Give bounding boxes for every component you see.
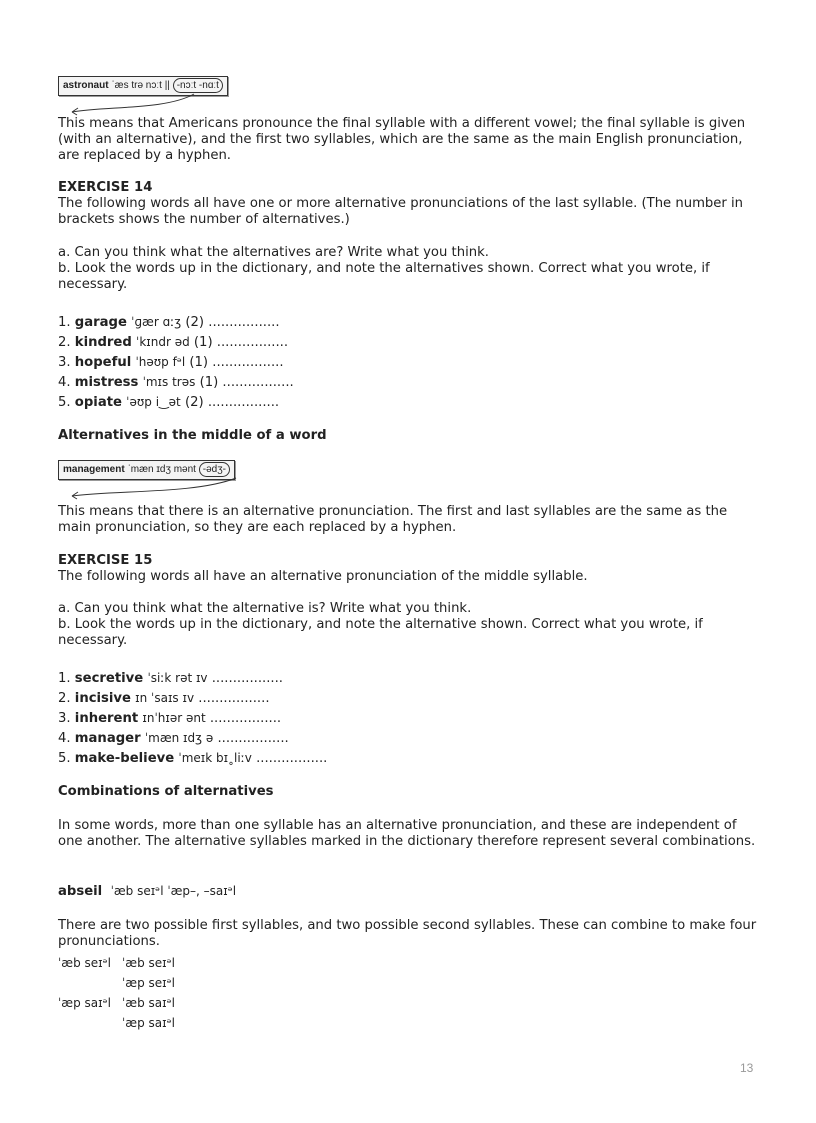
exercise-14-intro: The following words all have one or more alternative pronunciations of the last syllable. (The number in brackets shows the number of alternatives.) bbox=[58, 196, 744, 227]
exercise-15-title: EXERCISE 15 bbox=[58, 553, 153, 568]
exercise-15-item-2: 2. incisive ɪn ˈsaɪs ɪv ................. bbox=[58, 691, 270, 706]
item-blank: ................. bbox=[256, 751, 328, 766]
item-word: inherent bbox=[74, 711, 139, 726]
item-word: incisive bbox=[74, 691, 131, 706]
item-word: secretive bbox=[74, 671, 144, 686]
section-title-combinations: Combinations of alternatives bbox=[58, 784, 274, 799]
explanation-paragraph-2: This means that there is an alternative pronunciation. The first and last syllables are the same as the main pronunciation, so they are each replaced by a hyphen. bbox=[58, 504, 728, 535]
exercise-15-item-5: 5. make-believe ˈmeɪk bɪ˳liːv ................. bbox=[58, 751, 328, 766]
exercise-14-item-3: 3. hopeful ˈhəʊp fᵊl (1) ................. bbox=[58, 355, 284, 370]
pointer-arrow-icon bbox=[66, 92, 206, 118]
exercise-15-instruction-a: a. Can you think what the alternative is? Write what you think. bbox=[58, 601, 472, 616]
exercise-15-instruction-b: b. Look the words up in the dictionary, and note the alternative shown. Correct what you wrote, if necessary. bbox=[58, 617, 703, 648]
figure-ipa-alt-a: -nɔːt bbox=[176, 80, 197, 91]
figure-headword: management bbox=[63, 464, 125, 475]
exercise-15-item-4: 4. manager ˈmæn ɪdʒ ə ................. bbox=[58, 731, 289, 746]
item-blank: ................. bbox=[209, 711, 282, 726]
exercise-14-title: EXERCISE 14 bbox=[58, 180, 153, 195]
item-word: hopeful bbox=[74, 355, 132, 370]
item-ipa: ˈmæn ɪdʒ ə bbox=[144, 731, 214, 745]
figure-alternative-oval bbox=[173, 78, 223, 93]
item-blank: (1) ................. bbox=[193, 335, 289, 350]
exercise-15-intro: The following words all have an alternative pronunciation of the middle syllable. bbox=[58, 569, 588, 584]
item-blank: ................. bbox=[217, 731, 289, 746]
figure-ipa-main: ˈmæn ɪdʒ mənt bbox=[127, 464, 196, 475]
item-word: kindred bbox=[74, 335, 132, 350]
abseil-headword: abseil bbox=[58, 884, 103, 899]
item-word: make-believe bbox=[74, 751, 175, 766]
item-blank: ................. bbox=[211, 671, 283, 686]
page-number: 13 bbox=[740, 1061, 754, 1075]
figure-headword: astronaut bbox=[63, 80, 109, 91]
exercise-14-item-5: 5. opiate ˈəʊp i‿ət (2) ................. bbox=[58, 395, 280, 410]
abseil-entry bbox=[58, 883, 764, 900]
exercise-14-instruction-b: b. Look the words up in the dictionary, and note the alternatives shown. Correct what you wrote, if necessary. bbox=[58, 261, 710, 292]
exercise-15-item-3: 3. inherent ɪnˈhɪər ənt ................. bbox=[58, 711, 282, 726]
item-ipa: ˈsiːk rət ɪv bbox=[147, 671, 208, 685]
item-ipa: ɪn ˈsaɪs ɪv bbox=[135, 691, 195, 705]
item-word: manager bbox=[74, 731, 141, 746]
item-word: garage bbox=[74, 315, 127, 330]
exercise-14-item-4: 4. mistress ˈmɪs trəs (1) ................. bbox=[58, 375, 294, 390]
pointer-arrow-icon bbox=[66, 476, 246, 502]
item-blank: (2) ................. bbox=[184, 395, 280, 410]
item-blank: ................. bbox=[198, 691, 270, 706]
section-title-middle: Alternatives in the middle of a word bbox=[58, 428, 327, 443]
item-blank: (1) ................. bbox=[199, 375, 294, 390]
exercise-14-item-2: 2. kindred ˈkɪndr əd (1) ................. bbox=[58, 335, 289, 350]
item-ipa: ˈmɪs trəs bbox=[142, 375, 196, 389]
item-blank: (1) ................. bbox=[189, 355, 284, 370]
item-ipa: ˈhəʊp fᵊl bbox=[135, 355, 186, 369]
figure-alternative-oval: -ədʒ- bbox=[199, 462, 230, 477]
item-ipa: ˈkɪndr əd bbox=[136, 335, 190, 349]
item-ipa: ˈɡær ɑːʒ bbox=[131, 315, 182, 329]
item-ipa: ˈəʊp i‿ət bbox=[126, 395, 181, 409]
item-ipa: ɪnˈhɪər ənt bbox=[142, 711, 206, 725]
exercise-15-item-1: 1. secretive ˈsiːk rət ɪv ................. bbox=[58, 671, 283, 686]
exercise-14-instruction-a: a. Can you think what the alternatives are? Write what you think. bbox=[58, 245, 489, 260]
item-word: opiate bbox=[74, 395, 122, 410]
item-blank: (2) ................. bbox=[185, 315, 280, 330]
figure-ipa-main: ˈæs trə nɔːt bbox=[111, 80, 162, 91]
explanation-paragraph-3: In some words, more than one syllable has an alternative pronunciation, and these are independent of one another. The alternative syllables marked in the dictionary therefore represent several combinations. bbox=[58, 818, 756, 849]
figure-ipa-alt-b: -nɑːt bbox=[198, 80, 219, 91]
exercise-14-item-1: 1. garage ˈɡær ɑːʒ (2) ................. bbox=[58, 315, 280, 330]
item-ipa: ˈmeɪk bɪ˳liːv bbox=[178, 751, 252, 765]
explanation-paragraph-1: This means that Americans pronounce the final syllable with a different vowel; the final syllable is given (with an alternative), and the first two syllables, which are the same as the main English pronunciation, are replaced by a hyphen. bbox=[58, 116, 746, 163]
abseil-ipa: ˈæb seɪᵊl ˈæp–, –saɪᵊl bbox=[110, 884, 237, 898]
explanation-paragraph-4: There are two possible first syllables, and two possible second syllables. These can combine to make four pronunciations. bbox=[58, 918, 757, 949]
figure-ipa-separator: || bbox=[164, 80, 170, 91]
item-word: mistress bbox=[74, 375, 139, 390]
